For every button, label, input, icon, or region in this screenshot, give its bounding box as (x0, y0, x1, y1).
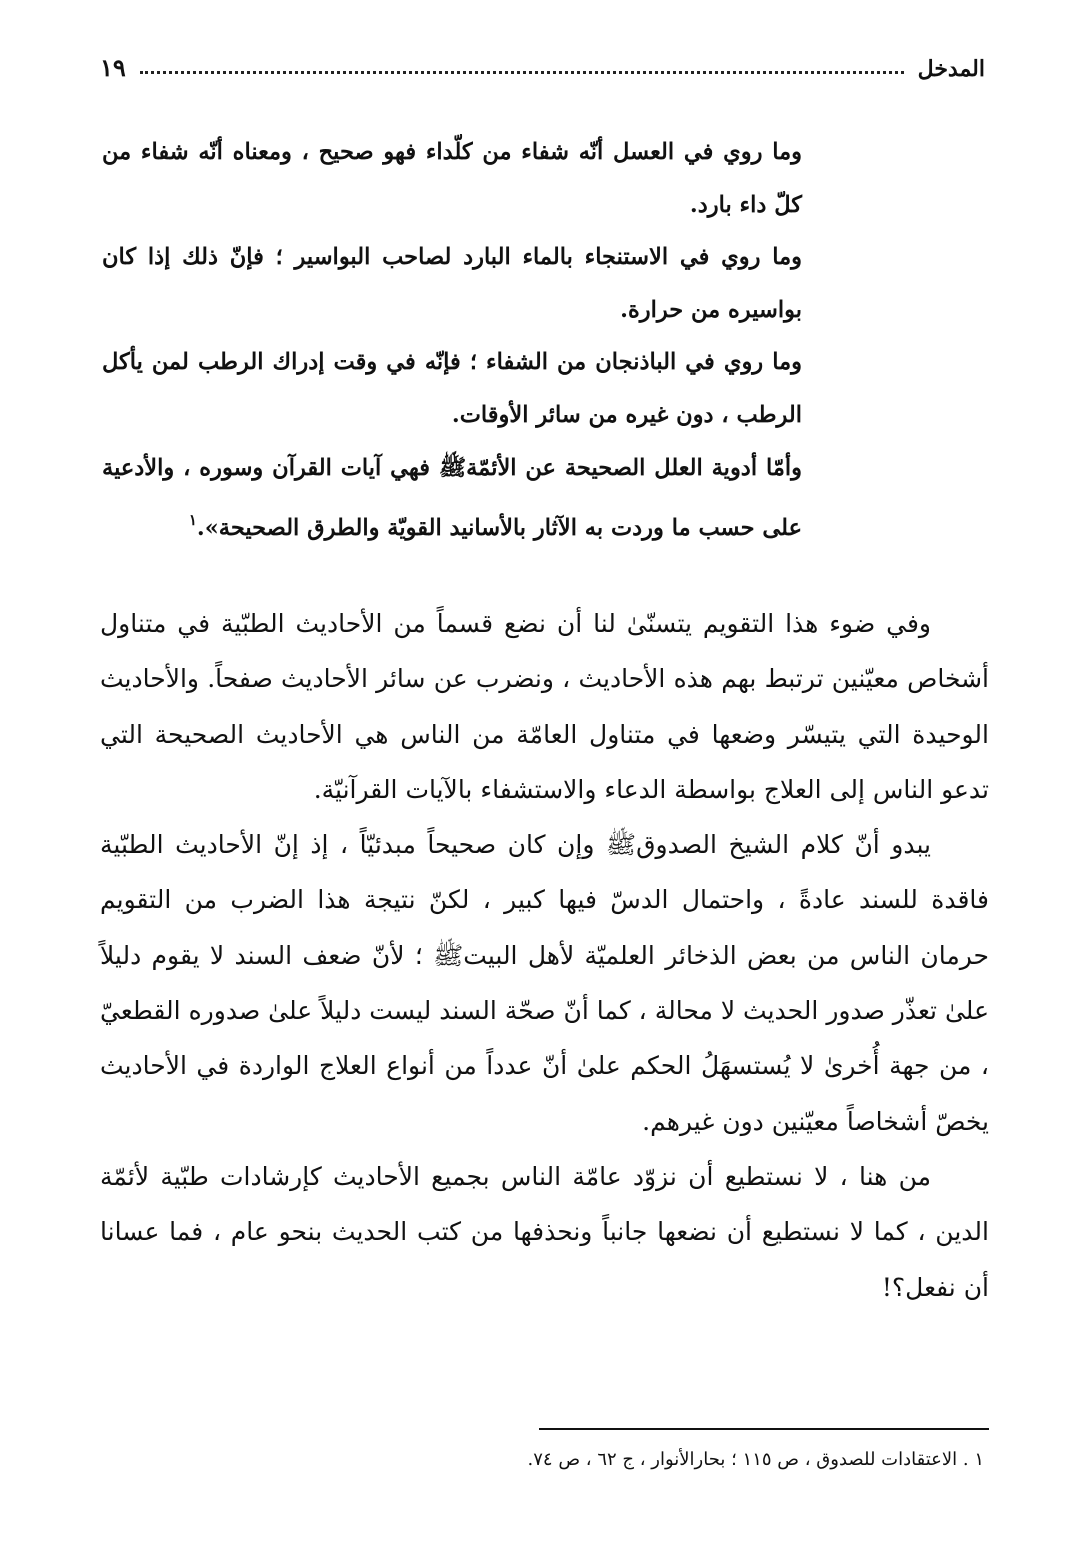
body-paragraph: من هنا ، لا نستطيع أن نزوّد عامّة الناس بجميع الأحاديث كإرشادات طبّية لأئمّة الدين ، كما لا نستطيع أن نضعها جانباً ونحذفها من كتب الحديث بنحو عام ، فما عسانا أن نفعل؟! (100, 1161, 989, 1302)
quotation-block (102, 126, 802, 555)
section-title: المدخل (917, 56, 985, 82)
body-text (100, 596, 989, 1315)
dotted-leader (140, 71, 904, 74)
running-header (100, 42, 985, 82)
body-paragraph: يبدو أنّ كلام الشيخ الصدوقﷺ وإن كان صحيحاً مبدئيّاً ، إذ إنّ الأحاديث الطبّية فاقدة للسند عادةً ، واحتمال الدسّ فيها كبير ، لكنّ نتيجة هذا الضرب من التقويم حرمان الناس من بعض الذخائر العلميّة لأهل البيتﷺ ؛ لأنّ ضعف السند لا يقوم دليلاً علىٰ تعذّر صدور الحديث لا محالة ، كما أنّ صحّة السند ليست دليلاً علىٰ صدوره القطعيّ ، من جهة أُخرىٰ لا يُستسهَلُ الحكم علىٰ أنّ عدداً من أنواع العلاج الواردة في الأحاديث يخصّ أشخاصاً معيّنين دون غيرهم. (100, 830, 989, 1136)
quote-paragraph-text: وأمّا أدوية العلل الصحيحة عن الأئمّةﷺ فهي آيات القرآن وسوره ، والأدعية على حسب ما وردت به الآثار بالأسانيد القويّة والطرق الصحيحة». (102, 454, 802, 542)
quote-paragraph (102, 442, 802, 555)
quote-paragraph: وما روي في الباذنجان من الشفاء ؛ فإنّه في وقت إدراك الرطب لمن يأكل الرطب ، دون غيره من سائر الأوقات. (102, 349, 802, 428)
footnote: ١ . الاعتقادات للصدوق ، ص ١١٥ ؛ بحارالأنوار ، ج ٦٢ ، ص ٧٤. (527, 1449, 984, 1470)
footnote-marker: ١ (188, 511, 197, 530)
footnote-divider (539, 1428, 989, 1430)
body-paragraph: وفي ضوء هذا التقويم يتسنّىٰ لنا أن نضع قسماً من الأحاديث الطبّية في متناول أشخاص معيّنين ترتبط بهم هذه الأحاديث ، ونضرب عن سائر الأحاديث صفحاً. والأحاديث الوحيدة التي يتيسّر وضعها في متناول العامّة من الناس هي الأحاديث الصحيحة التي تدعو الناس إلى العلاج بواسطة الدعاء والاستشفاء بالآيات القرآنيّة. (100, 609, 989, 804)
quote-paragraph: وما روي في العسل أنّه شفاء من كلّداء فهو صحيح ، ومعناه أنّه شفاء من كلّ داء بارد. (102, 139, 802, 218)
quote-paragraph: وما روي في الاستنجاء بالماء البارد لصاحب البواسير ؛ فإنّ ذلك إذا كان بواسيره من حرارة. (102, 244, 802, 323)
page-number: ١٩ (100, 53, 126, 82)
